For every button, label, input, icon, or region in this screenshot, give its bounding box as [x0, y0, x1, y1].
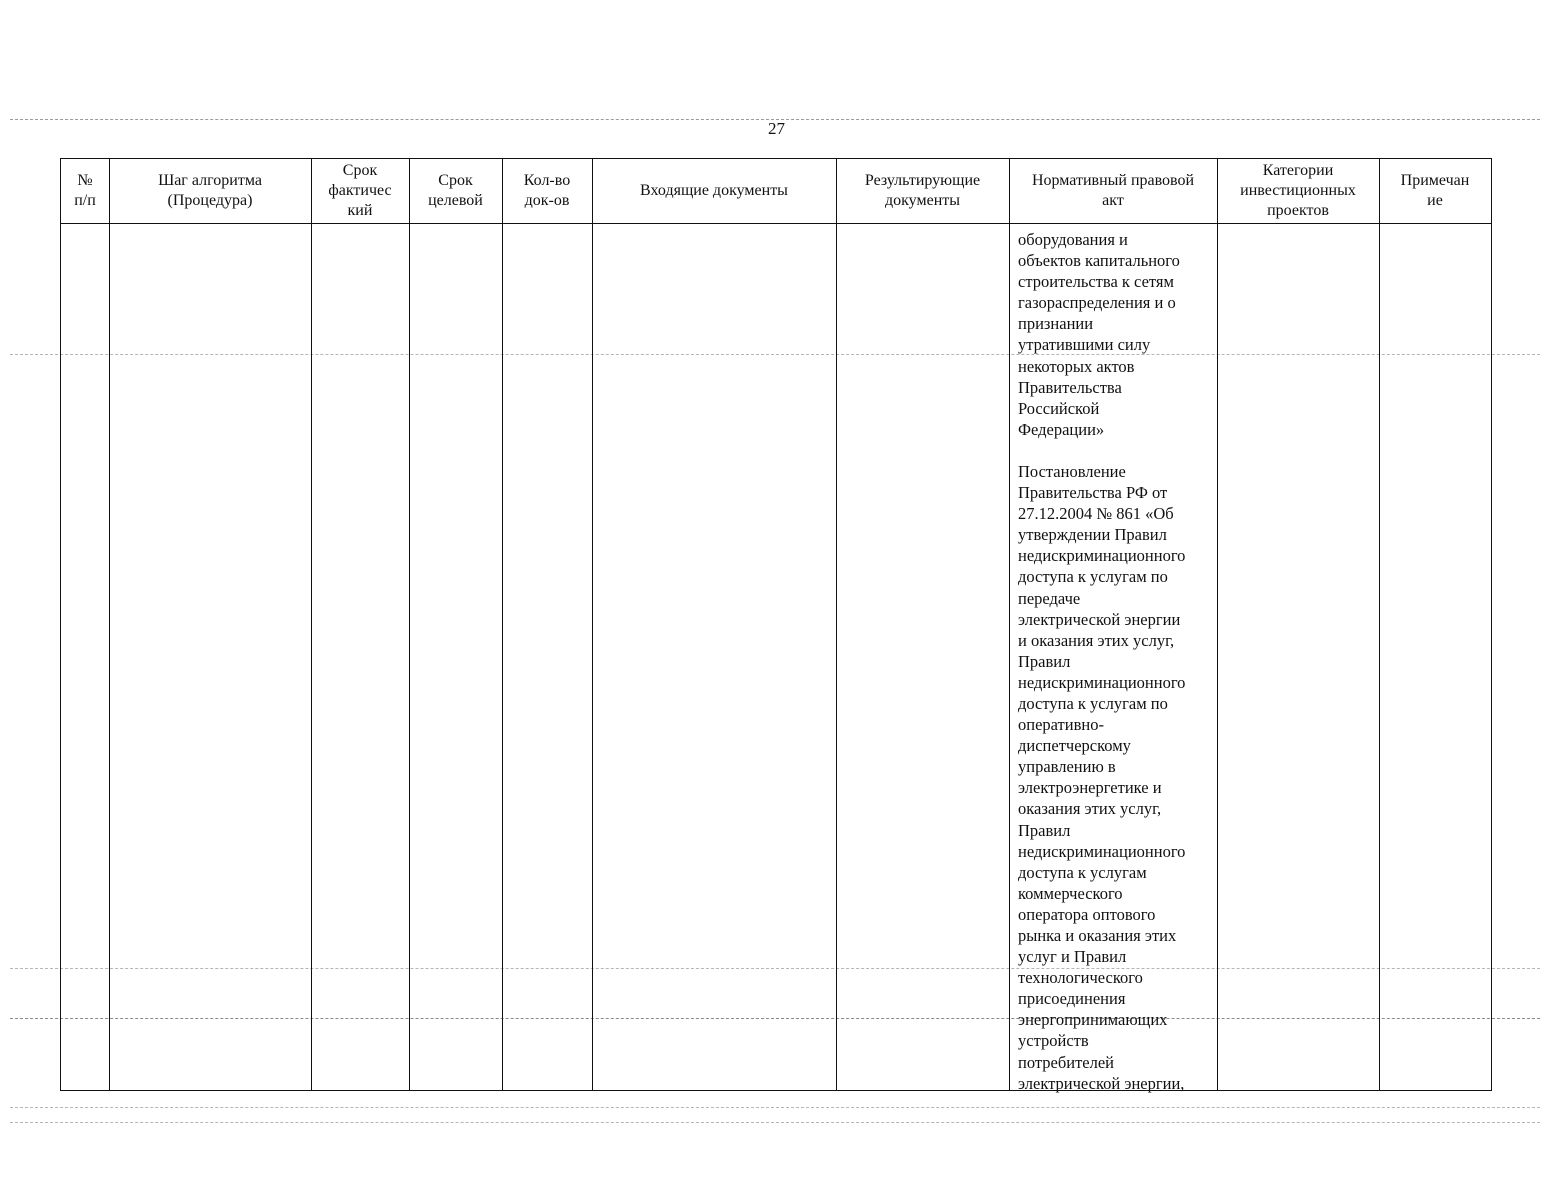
header-doc-count: Кол-во док-ов	[523, 172, 571, 209]
header-separator	[61, 223, 1491, 224]
header-project-categories: Категории инвестиционных проектов	[1240, 162, 1356, 219]
header-number: № п/п	[74, 172, 96, 209]
column-divider	[409, 159, 410, 1090]
header-notes: Примечан ие	[1400, 172, 1470, 209]
column-divider	[1379, 159, 1380, 1090]
page-number: 27	[768, 119, 785, 138]
column-divider	[836, 159, 837, 1090]
header-target-term: Срок целевой	[428, 172, 483, 209]
legal-act-paragraph: Постановление Правительства РФ от 27.12.2004 № 861 «Об утверждении Правил недискриминационного доступа к услугам по передаче электрической энергии и оказания этих услуг, Правил недискриминационного доступа к услугам по оперативно- диспетчерскому управлению в электроэнергетике и оказания этих услуг, Правил недискриминационного доступа к услугам коммерческого оператора оптового рынка и оказания этих услуг и Правил технологического присоединения энергопринимающих устройств потребителей электрической энергии,	[1018, 461, 1186, 1093]
column-divider	[502, 159, 503, 1090]
header-incoming-docs: Входящие документы	[640, 182, 788, 199]
legal-act-paragraph: оборудования и объектов капитального строительства к сетям газораспределения и о признании утратившими силу некоторых актов Правительства Российской Федерации»	[1018, 230, 1180, 439]
column-divider	[592, 159, 593, 1090]
scan-artifact-line	[10, 1107, 1540, 1108]
header-resulting-docs: Результирующие документы	[864, 172, 981, 209]
column-divider	[311, 159, 312, 1090]
header-legal-act: Нормативный правовой акт	[1031, 172, 1195, 209]
legal-act-cell	[1018, 229, 1218, 1094]
column-divider	[109, 159, 110, 1090]
header-actual-term: Срок фактичес кий	[328, 162, 392, 219]
column-divider	[1009, 159, 1010, 1090]
header-step: Шаг алгоритма (Процедура)	[158, 172, 262, 209]
procedure-table	[60, 158, 1492, 1091]
scan-artifact-line	[10, 1122, 1540, 1123]
